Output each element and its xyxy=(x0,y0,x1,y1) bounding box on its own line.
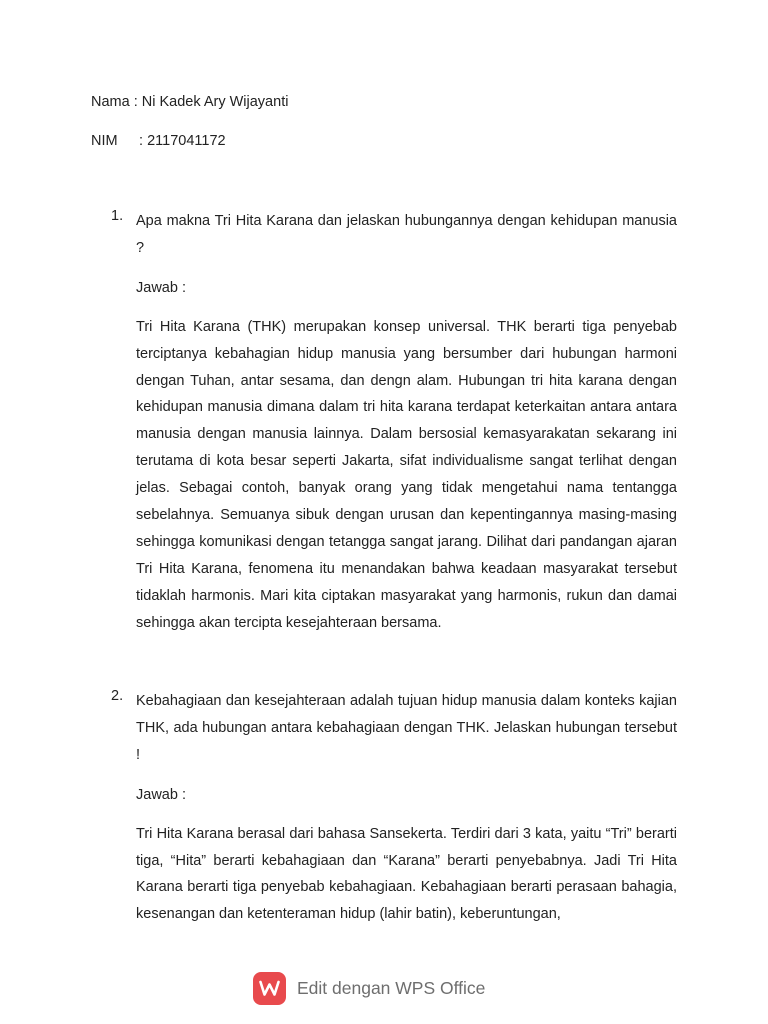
question-text: Apa makna Tri Hita Karana dan jelaskan hubungannya dengan kehidupan manusia ? xyxy=(136,213,677,256)
name-label: Nama xyxy=(91,94,130,110)
answer-text: Tri Hita Karana (THK) merupakan konsep universal. THK berarti tiga penyebab terciptanya kebahagian hidup manusia yang bersumber dari hubungan harmoni dengan Tuhan, antar sesama, dan dengn alam. Hubungan tri hita karana dengan kehidupan manusia dimana dalam tri hita karana terdapat keterkaitan antara antara manusia dengan manusia lainnya. Dalam bersosial kemasyarakatan sekarang ini terutama di kota besar seperti Jakarta, sifat individualisme sangat terlihat dengan jelas. Sebagai contoh, banyak orang yang tidak mengetahui nama tentangga sebelahnya. Semuanya sibuk dengan urusan dan kepentingannya masing-masing sehingga komunikasi dengan tetangga sangat jarang. Dilihat dari pandangan ajaran Tri Hita Karana, fenomena itu menandakan bahwa keadaan masyarakat tersebut tidaklah harmonis. Mari kita ciptakan masyarakat yang harmonis, rukun dan damai sehingga akan tercipta kesejahteraan bersama. xyxy=(136,318,677,631)
question-text: Kebahagiaan dan kesejahteraan adalah tujuan hidup manusia dalam konteks kajian THK, ada hubungan antara kebahagiaan dengan THK. Jelaskan hubungan tersebut ! xyxy=(136,693,677,763)
wps-logo-icon xyxy=(253,972,286,1005)
answer-text: Tri Hita Karana berasal dari bahasa Sansekerta. Terdiri dari 3 kata, yaitu “Tri” berarti tiga, “Hita” berarti kebahagiaan dan “Karana” berarti penyebabnya. Jadi Tri Hita Karana berarti tiga penyebab kebahagiaan. Kebahagiaan berarti perasaan bahagia, kesenangan dan ketenteraman hidup (lahir batin), keberuntungan, xyxy=(136,825,677,923)
question-number: 2. xyxy=(111,688,124,704)
nim-value: : 2117041172 xyxy=(139,133,226,149)
jawab-label: Jawab : xyxy=(136,786,186,803)
name-row xyxy=(91,94,288,110)
nim-row xyxy=(91,133,226,149)
nim-label: NIM xyxy=(91,133,118,149)
wps-edit-button[interactable] xyxy=(253,972,485,1005)
name-value: : Ni Kadek Ary Wijayanti xyxy=(133,94,289,110)
jawab-label: Jawab : xyxy=(136,279,186,296)
wps-edit-label: Edit dengan WPS Office xyxy=(297,978,486,998)
question-item xyxy=(91,688,677,928)
question-number: 1. xyxy=(111,208,124,224)
question-item xyxy=(91,208,677,637)
